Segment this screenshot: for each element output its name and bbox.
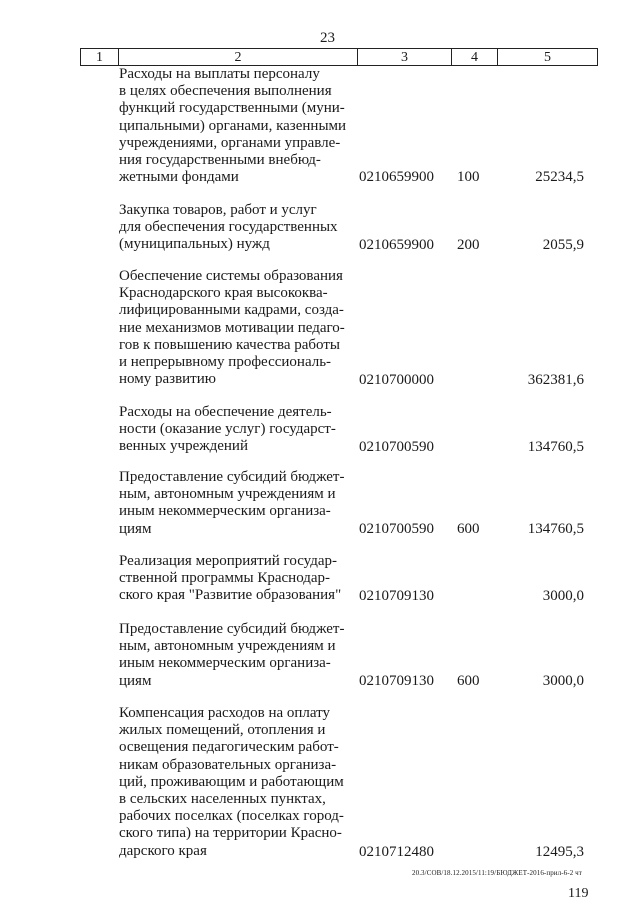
- sheet-number: 119: [568, 886, 589, 901]
- row-amount: 12495,3: [535, 844, 584, 860]
- table-header: [80, 48, 598, 66]
- row-description: Закупка товаров, работ и услуг для обеспечения государственных (муниципальных) нужд: [119, 202, 338, 253]
- row-code: 0210659900: [359, 237, 434, 253]
- row-amount: 134760,5: [527, 521, 584, 537]
- header-col-1: 1: [96, 50, 103, 65]
- row-expense-type: 600: [457, 673, 480, 689]
- header-col-2: 2: [234, 50, 242, 65]
- row-code: 0210709130: [359, 588, 434, 604]
- row-code: 0210659900: [359, 169, 434, 185]
- row-code: 0210700590: [359, 439, 434, 455]
- row-description: Обеспечение системы образования Краснодарского края высококва- лифицированными кадрами, созда- ние механизмов мотивации педаго- гов к повышению качества работы и непрерывному профессиональ- ному развитию: [119, 268, 345, 388]
- row-description: Расходы на выплаты персоналу в целях обеспечения выполнения функций государственными (муни- ципальными) органами, казенными учреждениями, органами управле- ния государственными внебюд- жетными фондами: [119, 66, 347, 186]
- row-amount: 2055,9: [542, 237, 584, 253]
- row-amount: 3000,0: [542, 588, 584, 604]
- row-amount: 362381,6: [527, 372, 584, 388]
- row-expense-type: 100: [457, 169, 480, 185]
- row-code: 0210709130: [359, 673, 434, 689]
- row-amount: 3000,0: [542, 673, 584, 689]
- header-col-4: 4: [471, 50, 478, 65]
- header-col-3: 3: [401, 50, 408, 65]
- row-code: 0210700590: [359, 521, 434, 537]
- row-description: Реализация мероприятий государ- ственной программы Краснодар- ского края "Развитие образования": [119, 553, 342, 604]
- page-number: 23: [320, 30, 335, 46]
- header-col-5: 5: [544, 50, 551, 65]
- row-amount: 25234,5: [535, 169, 584, 185]
- row-description: Предоставление субсидий бюджет- ным, автономным учреждениям и иным некоммерческим организа- циям: [119, 469, 345, 537]
- row-description: Расходы на обеспечение деятель- ности (оказание услуг) государст- венных учреждений: [119, 404, 336, 455]
- row-code: 0210700000: [359, 372, 434, 388]
- row-description: Компенсация расходов на оплату жилых помещений, отопления и освещения педагогическим работ- никам образовательных организа- ций, проживающим и работающим в сельских населенных пунктах, рабочих поселках (поселках город- ского типа) на территории Красно- дарского края: [119, 705, 344, 859]
- row-expense-type: 200: [457, 237, 480, 253]
- row-expense-type: 600: [457, 521, 480, 537]
- row-amount: 134760,5: [527, 439, 584, 455]
- row-code: 0210712480: [359, 844, 434, 860]
- row-description: Предоставление субсидий бюджет- ным, автономным учреждениям и иным некоммерческим организа- циям: [119, 621, 345, 689]
- footer-reference: 20.3/СОВ/18.12.2015/11:19/БЮДЖЕТ-2016-прил-6-2 чт: [412, 869, 582, 877]
